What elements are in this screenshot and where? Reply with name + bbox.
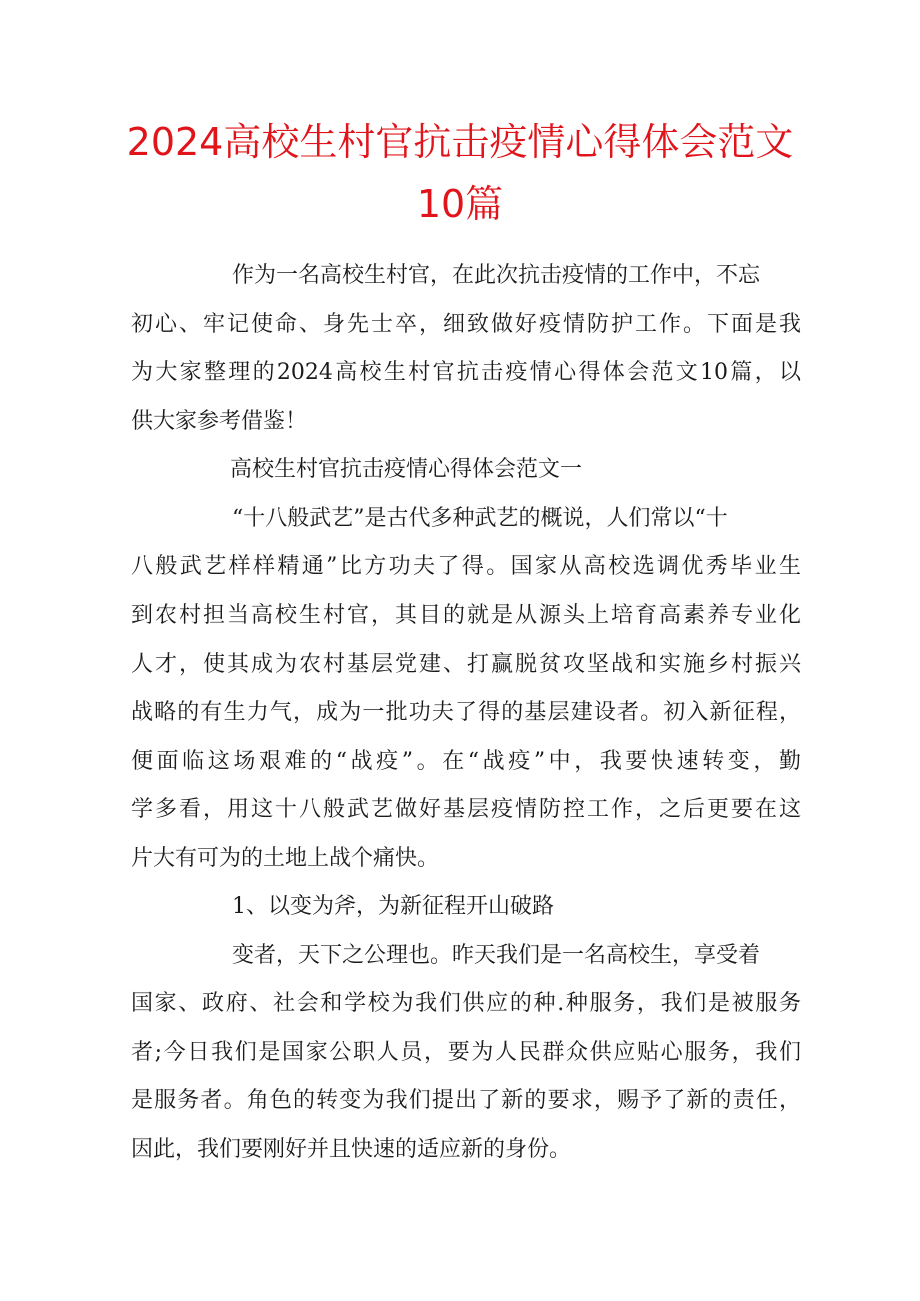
body-line: 者;今日我们是国家公职人员，要为人民群众供应贴心服务，我们 xyxy=(131,1040,801,1065)
document-title-line-1: 2024高校生村官抗击疫情心得体会范文 xyxy=(126,120,794,164)
document-title-line-2: 10篇 xyxy=(416,182,504,226)
body-line: 到农村担当高校生村官，其目的就是从源头上培育高素养专业化 xyxy=(131,603,801,628)
body-line: 便面临这场艰难的“战疫”。在“战疫”中，我要快速转变，勤 xyxy=(131,749,801,774)
body-line: 是服务者。角色的转变为我们提出了新的要求，赐予了新的责任， xyxy=(131,1088,801,1113)
subheading: 1、以变为斧，为新征程开山破路 xyxy=(232,894,554,919)
body-line: 变者，天下之公理也。昨天我们是一名高校生，享受着 xyxy=(232,943,761,968)
body-line: 国家、政府、社会和学校为我们供应的种.种服务，我们是被服务 xyxy=(131,991,801,1016)
section-heading: 高校生村官抗击疫情心得体会范文一 xyxy=(230,457,583,482)
body-line: 片大有可为的土地上战个痛快。 xyxy=(131,846,440,871)
body-line: 战略的有生力气，成为一批功夫了得的基层建设者。初入新征程， xyxy=(131,700,801,725)
intro-line: 作为一名高校生村官，在此次抗击疫情的工作中，不忘 xyxy=(232,263,761,288)
body-line: “十八般武艺”是古代多种武艺的概说，人们常以“十 xyxy=(232,506,728,531)
intro-line: 初心、牢记使命、身先士卒，细致做好疫情防护工作。下面是我 xyxy=(131,312,801,337)
intro-line: 为大家整理的2024高校生村官抗击疫情心得体会范文10篇，以 xyxy=(131,360,801,385)
intro-line: 供大家参考借鉴！ xyxy=(131,409,308,434)
body-line: 人才，使其成为农村基层党建、打赢脱贫攻坚战和实施乡村振兴 xyxy=(131,652,801,677)
body-line: 八般武艺样样精通”比方功夫了得。国家从高校选调优秀毕业生 xyxy=(131,554,801,579)
body-line: 因此，我们要刚好并且快速的适应新的身份。 xyxy=(131,1137,572,1162)
body-line: 学多看，用这十八般武艺做好基层疫情防控工作，之后更要在这 xyxy=(131,797,801,822)
